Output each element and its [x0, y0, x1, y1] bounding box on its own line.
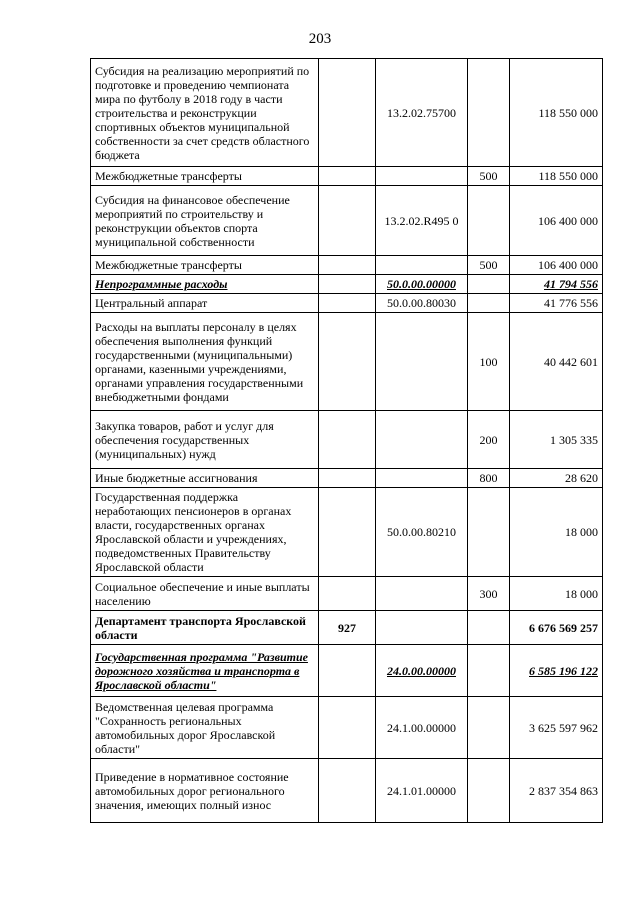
item-name-cell: Государственная программа "Развитие дорожного хозяйства и транспорта в Ярославской области": [91, 645, 319, 697]
amount-cell: 1 305 335: [510, 411, 603, 469]
table-row: [91, 577, 603, 611]
target-article-cell: [376, 469, 468, 488]
expense-type-cell: [468, 645, 510, 697]
target-article-cell: [376, 611, 468, 645]
budget-table-body: [91, 59, 603, 823]
table-row: [91, 294, 603, 313]
target-article-cell: [376, 167, 468, 186]
item-name-cell: Субсидия на реализацию мероприятий по подготовке и проведению чемпионата мира по футболу в 2018 году в части строительства и реконструкции спортивных объектов муниципальной собственности за счет средств областного бюджета: [91, 59, 319, 167]
item-name-cell: Межбюджетные трансферты: [91, 167, 319, 186]
department-code-cell: [319, 488, 376, 577]
page-number: 203: [308, 31, 332, 47]
item-name-cell: Государственная поддержка неработающих пенсионеров в органах власти, государственных органах Ярославской области и учреждениях, подведомственных Правительству Ярославской области: [91, 488, 319, 577]
department-code-cell: [319, 256, 376, 275]
amount-cell: 3 625 597 962: [510, 697, 603, 759]
item-name-cell: Департамент транспорта Ярославской области: [91, 611, 319, 645]
amount-cell: 41 794 556: [510, 275, 603, 294]
table-row: [91, 411, 603, 469]
table-row: [91, 256, 603, 275]
item-name-cell: Приведение в нормативное состояние автомобильных дорог регионального значения, имеющих полный износ: [91, 759, 319, 823]
table-row: [91, 759, 603, 823]
amount-cell: 2 837 354 863: [510, 759, 603, 823]
amount-cell: 106 400 000: [510, 256, 603, 275]
amount-cell: 6 585 196 122: [510, 645, 603, 697]
item-name-cell: Непрограммные расходы: [91, 275, 319, 294]
table-row: [91, 275, 603, 294]
expense-type-cell: [468, 294, 510, 313]
expense-type-cell: [468, 759, 510, 823]
amount-cell: 6 676 569 257: [510, 611, 603, 645]
expense-type-cell: 300: [468, 577, 510, 611]
amount-cell: 28 620: [510, 469, 603, 488]
target-article-cell: 24.1.00.00000: [376, 697, 468, 759]
department-code-cell: [319, 697, 376, 759]
target-article-cell: 50.0.00.80030: [376, 294, 468, 313]
expense-type-cell: [468, 59, 510, 167]
item-name-cell: Межбюджетные трансферты: [91, 256, 319, 275]
amount-cell: 118 550 000: [510, 167, 603, 186]
table-row: [91, 611, 603, 645]
expense-type-cell: 200: [468, 411, 510, 469]
table-row: [91, 488, 603, 577]
item-name-cell: Социальное обеспечение и иные выплаты населению: [91, 577, 319, 611]
item-name-cell: Ведомственная целевая программа "Сохранность региональных автомобильных дорог Ярославской области": [91, 697, 319, 759]
target-article-cell: [376, 256, 468, 275]
table-row: [91, 313, 603, 411]
department-code-cell: [319, 313, 376, 411]
amount-cell: 118 550 000: [510, 59, 603, 167]
department-code-cell: [319, 59, 376, 167]
department-code-cell: [319, 186, 376, 256]
department-code-cell: [319, 275, 376, 294]
expense-type-cell: [468, 488, 510, 577]
amount-cell: 40 442 601: [510, 313, 603, 411]
item-name-cell: Иные бюджетные ассигнования: [91, 469, 319, 488]
item-name-cell: Расходы на выплаты персоналу в целях обеспечения выполнения функций государственными (муниципальными) органами, казенными учреждениями, органами управления государственными внебюджетными фондами: [91, 313, 319, 411]
item-name-cell: Субсидия на финансовое обеспечение мероприятий по строительству и реконструкции объектов спорта муниципальной собственности: [91, 186, 319, 256]
department-code-cell: [319, 759, 376, 823]
table-row: [91, 469, 603, 488]
target-article-cell: 50.0.00.80210: [376, 488, 468, 577]
table-row: [91, 186, 603, 256]
department-code-cell: [319, 577, 376, 611]
budget-table: [90, 58, 603, 823]
table-row: [91, 645, 603, 697]
expense-type-cell: [468, 186, 510, 256]
expense-type-cell: [468, 697, 510, 759]
department-code-cell: [319, 645, 376, 697]
department-code-cell: 927: [319, 611, 376, 645]
amount-cell: 18 000: [510, 577, 603, 611]
target-article-cell: [376, 411, 468, 469]
department-code-cell: [319, 167, 376, 186]
department-code-cell: [319, 469, 376, 488]
department-code-cell: [319, 411, 376, 469]
target-article-cell: [376, 577, 468, 611]
department-code-cell: [319, 294, 376, 313]
amount-cell: 106 400 000: [510, 186, 603, 256]
expense-type-cell: 800: [468, 469, 510, 488]
table-row: [91, 697, 603, 759]
target-article-cell: 13.2.02.R495 0: [376, 186, 468, 256]
expense-type-cell: 500: [468, 256, 510, 275]
amount-cell: 18 000: [510, 488, 603, 577]
target-article-cell: 50.0.00.00000: [376, 275, 468, 294]
target-article-cell: 24.0.00.00000: [376, 645, 468, 697]
target-article-cell: [376, 313, 468, 411]
expense-type-cell: [468, 275, 510, 294]
expense-type-cell: 100: [468, 313, 510, 411]
item-name-cell: Центральный аппарат: [91, 294, 319, 313]
amount-cell: 41 776 556: [510, 294, 603, 313]
target-article-cell: 13.2.02.75700: [376, 59, 468, 167]
table-row: [91, 167, 603, 186]
item-name-cell: Закупка товаров, работ и услуг для обеспечения государственных (муниципальных) нужд: [91, 411, 319, 469]
table-row: [91, 59, 603, 167]
expense-type-cell: 500: [468, 167, 510, 186]
expense-type-cell: [468, 611, 510, 645]
target-article-cell: 24.1.01.00000: [376, 759, 468, 823]
